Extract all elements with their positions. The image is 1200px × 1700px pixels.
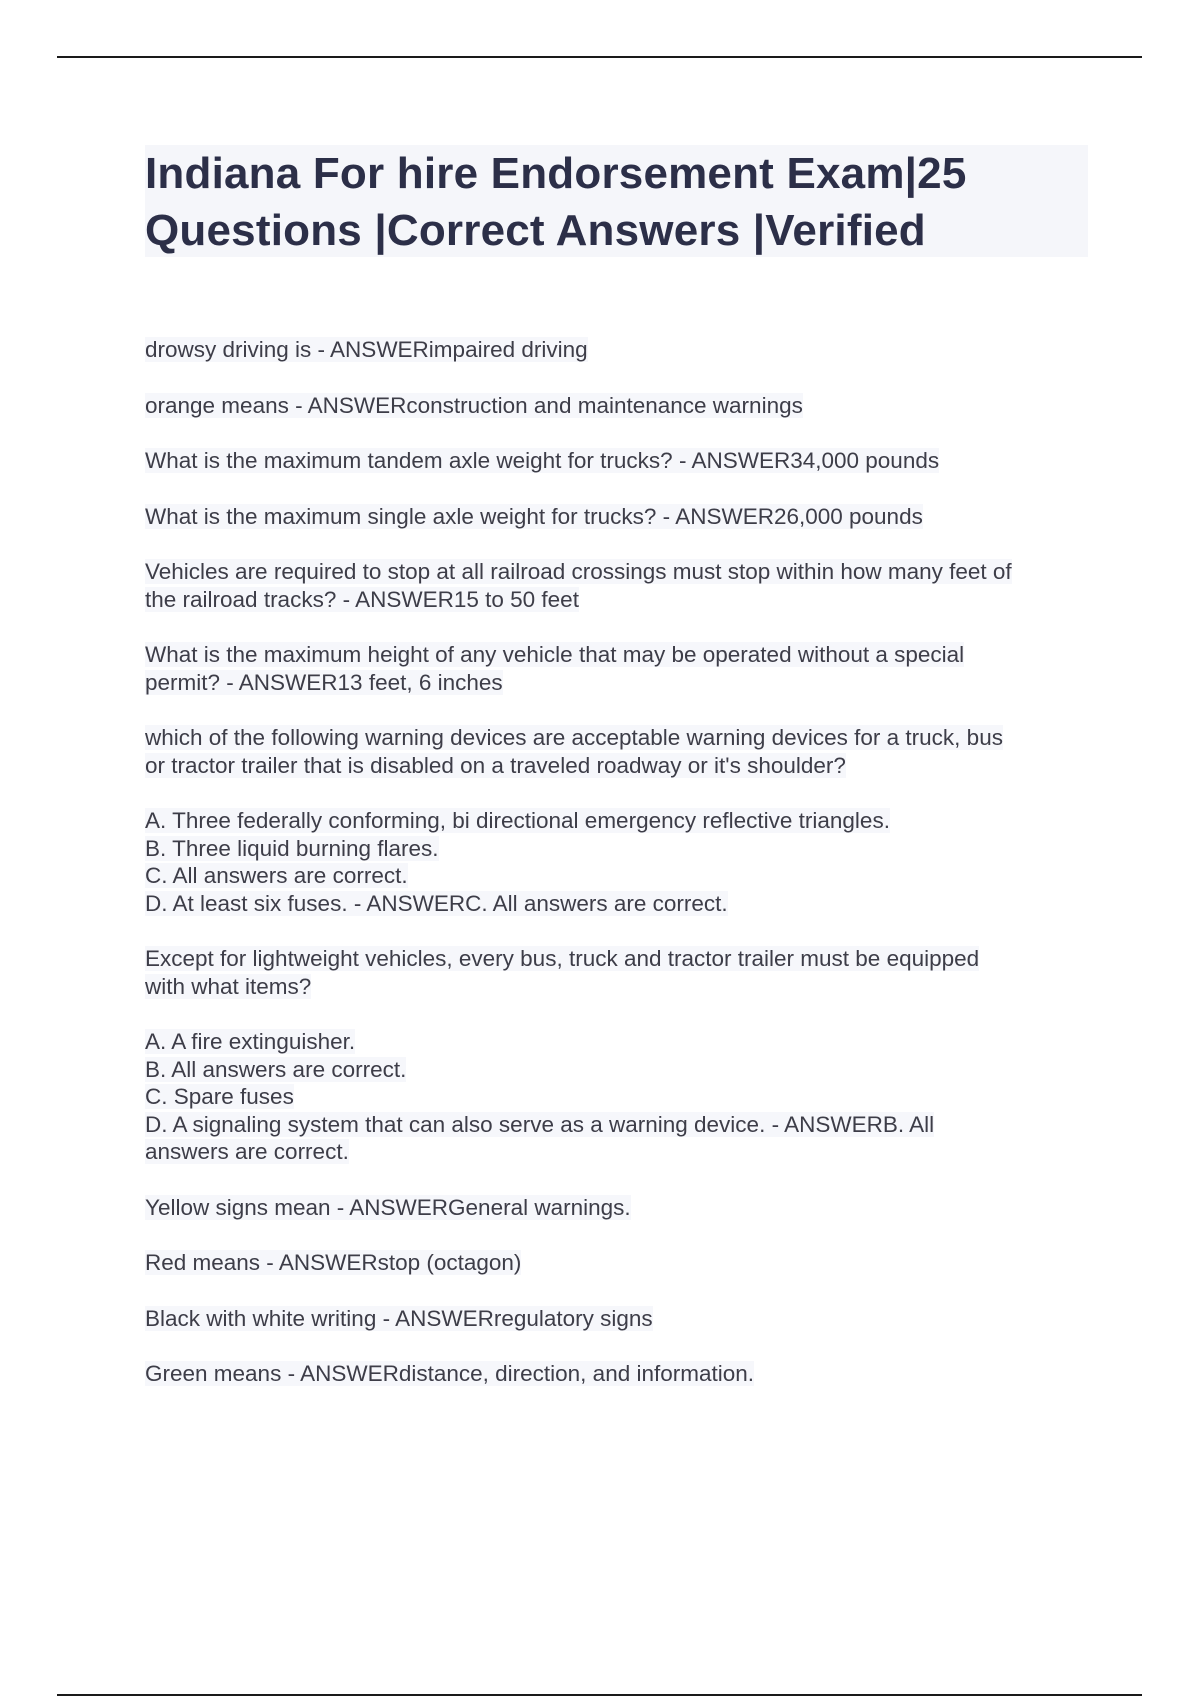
qa-item: Except for lightweight vehicles, every bus, truck and tractor trailer must be equipped with what items?	[145, 946, 980, 999]
title-block	[145, 145, 1088, 257]
bottom-rule	[57, 1694, 1142, 1696]
qa-item: A. Three federally conforming, bi directional emergency reflective triangles. B. Three liquid burning flares. C. All answers are correct. D. At least six fuses. - ANSWERC. All answers are correct.	[145, 808, 890, 916]
qa-item: What is the maximum height of any vehicle that may be operated without a special permit? - ANSWER13 feet, 6 inches	[145, 642, 965, 695]
qa-item: Green means - ANSWERdistance, direction, and information.	[145, 1361, 755, 1386]
qa-list	[145, 336, 1105, 1416]
qa-item: Black with white writing - ANSWERregulatory signs	[145, 1305, 653, 1331]
qa-item: Red means - ANSWERstop (octagon)	[145, 1250, 522, 1275]
qa-item: which of the following warning devices are acceptable warning devices for a truck, bus or tractor trailer that is disabled on a traveled roadway or it's shoulder?	[145, 725, 1003, 778]
qa-item: orange means - ANSWERconstruction and maintenance warnings	[145, 392, 803, 418]
qa-item: Vehicles are required to stop at all railroad crossings must stop within how many feet of the railroad tracks? - ANSWER15 to 50 feet	[145, 559, 1012, 612]
document-title: Indiana For hire Endorsement Exam|25 Questions |Correct Answers |Verified	[145, 149, 967, 255]
qa-item: drowsy driving is - ANSWERimpaired driving	[145, 337, 588, 362]
qa-item: What is the maximum single axle weight for trucks? - ANSWER26,000 pounds	[145, 503, 923, 529]
top-rule	[57, 56, 1142, 58]
qa-item: A. A fire extinguisher. B. All answers are correct. C. Spare fuses D. A signaling system that can also serve as a warning device. - ANSWERB. All answers are correct.	[145, 1029, 935, 1164]
qa-item: Yellow signs mean - ANSWERGeneral warnings.	[145, 1194, 631, 1220]
qa-item: What is the maximum tandem axle weight for trucks? - ANSWER34,000 pounds	[145, 448, 940, 473]
